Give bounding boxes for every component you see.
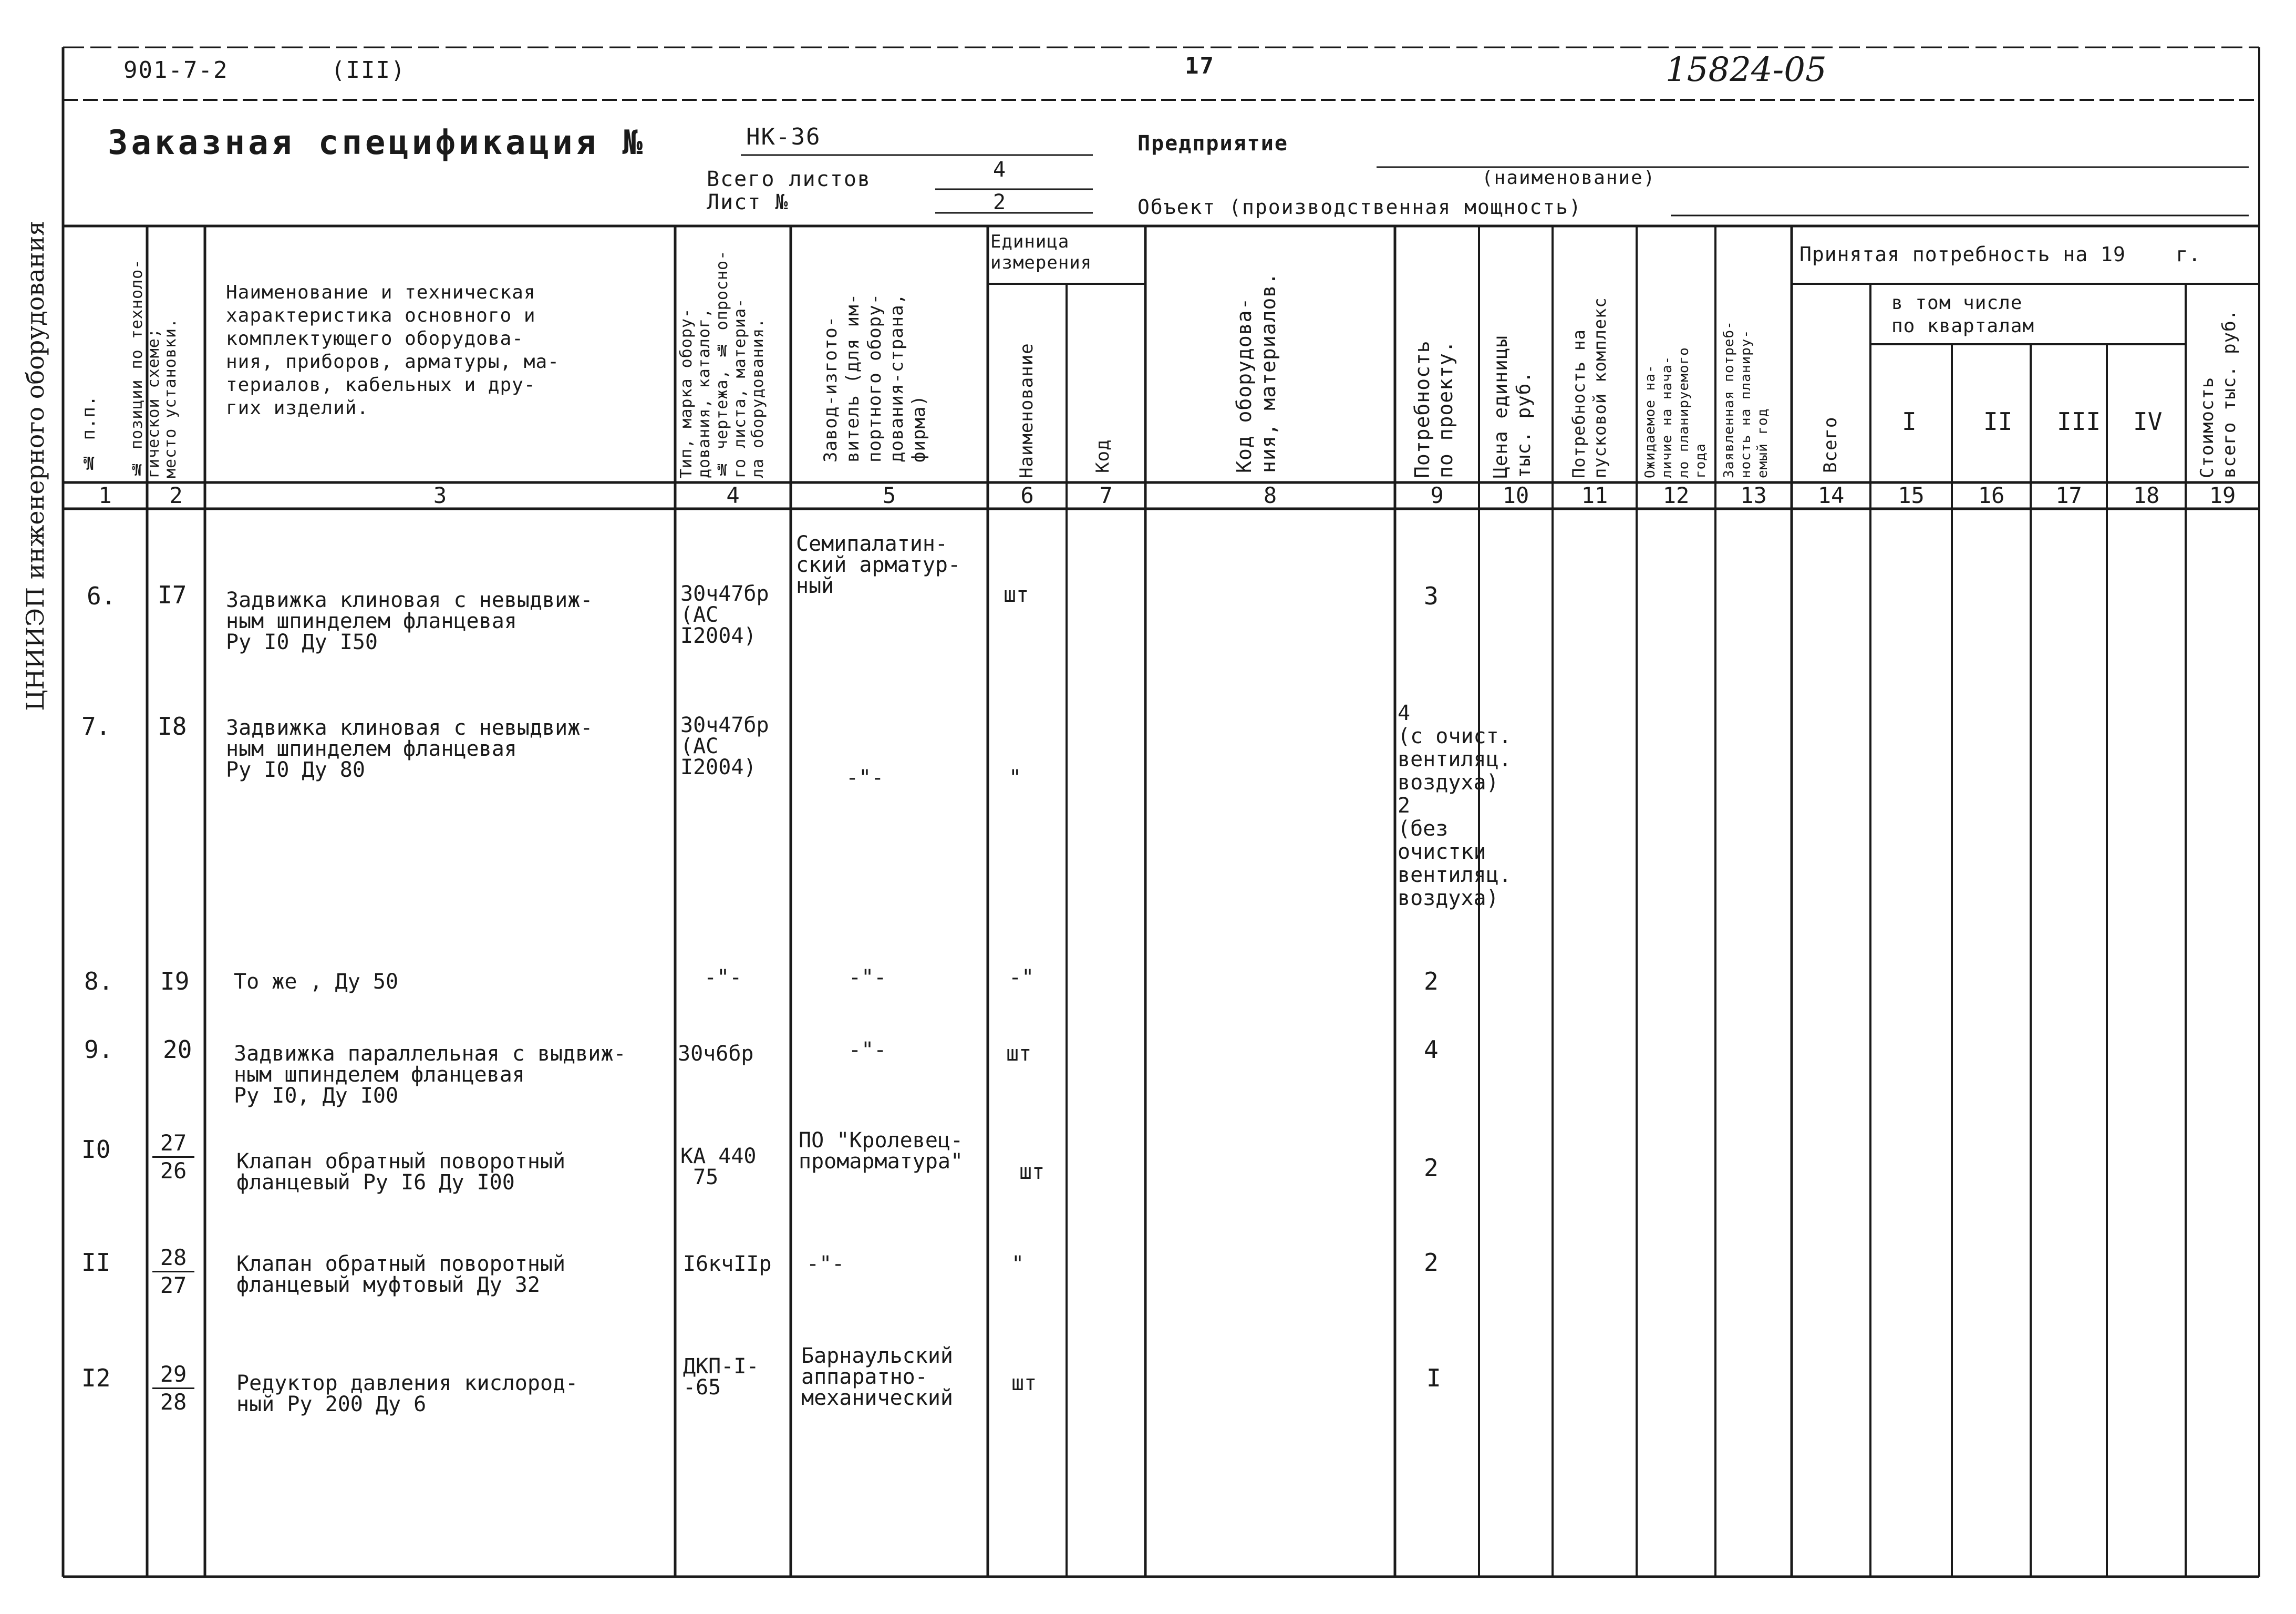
col-header-14-group: Принятая потребность на 19 г. (1799, 243, 2201, 266)
row-type: ДКП-I- -65 (683, 1354, 759, 1400)
page-number: 17 (1185, 53, 1215, 79)
col-num-12: 12 (1662, 482, 1690, 508)
col-num-2: 2 (169, 482, 183, 508)
row-number: 6. (87, 582, 116, 610)
row-unit: шт (1019, 1160, 1045, 1184)
row-type: I6кчIIр (683, 1252, 772, 1276)
col-num-18: 18 (2133, 482, 2160, 508)
sheet-label: Лист № (707, 190, 789, 214)
row-position: I7 (158, 581, 187, 609)
row-manufacturer: Семипалатин- ский арматур- ный (796, 532, 961, 598)
col-num-8: 8 (1263, 482, 1277, 508)
enterprise-caption: (наименование) (1482, 167, 1656, 189)
row-quantity: I (1426, 1364, 1441, 1392)
col-num-3: 3 (433, 482, 447, 508)
doc-code-suffix: (III) (331, 57, 406, 84)
sheet-number: 2 (993, 190, 1007, 214)
row-item-name: Клапан обратный поворотный фланцевый Ру I6 Ду I00 (236, 1149, 566, 1195)
row-position: 29 (152, 1361, 194, 1389)
row-number: 9. (84, 1035, 113, 1064)
sheets-total-label: Всего листов (707, 167, 871, 191)
row-item-name: Редуктор давления кислород- ный Ру 200 Ду 6 (236, 1371, 578, 1416)
col-header-19: Стоимость всего тыс. руб. (2197, 309, 2240, 478)
row-unit: " (1009, 766, 1022, 790)
row-manufacturer: -"- (806, 1252, 845, 1276)
spec-number: НК-36 (746, 124, 821, 150)
col-header-18: IV (2133, 407, 2163, 436)
col-header-12: Ожидаемое на- личие на нача- ло планируемого года (1642, 347, 1709, 478)
object-label: Объект (производственная мощность) (1137, 196, 1582, 219)
row-manufacturer: ПО "Кролевец- промарматура" (799, 1128, 964, 1174)
row-unit: шт (1006, 1042, 1032, 1066)
row-quantity: 4 (1424, 1035, 1439, 1064)
col-header-7: Код (1092, 439, 1113, 473)
col-header-17: III (2057, 407, 2101, 436)
row-position-fraction (152, 1361, 194, 1415)
row-item-name: То же , Ду 50 (234, 970, 399, 994)
col-header-15: I (1902, 407, 1917, 436)
doc-code-text: 901-7-2 (123, 57, 229, 84)
row-quantity: 2 (1424, 1248, 1439, 1277)
row-number: I0 (81, 1135, 111, 1164)
row-item-name: Задвижка параллельная с выдвиж- ным шпинделем фланцевая Ру I0, Ду I00 (234, 1042, 626, 1108)
col-num-17: 17 (2055, 482, 2082, 508)
col-header-6-group: Единица измерения (990, 231, 1092, 273)
enterprise-label: Предприятие (1137, 131, 1288, 156)
row-position-bottom: 26 (160, 1158, 187, 1184)
row-manufacturer: Барнаульский аппаратно- механический (801, 1344, 953, 1410)
col-header-4: Тип, марка обору- дования, каталог, № чертежа, № опросно- го листа, материа- ла оборудования. (677, 250, 767, 478)
row-position: I9 (160, 967, 190, 995)
col-num-1: 1 (98, 482, 112, 508)
col-num-16: 16 (1978, 482, 2005, 508)
row-number: II (81, 1248, 111, 1277)
col-header-1: № п.п. (78, 395, 99, 473)
col-header-14: Всего (1820, 416, 1841, 473)
col-num-11: 11 (1581, 482, 1608, 508)
col-num-7: 7 (1099, 482, 1113, 508)
row-item-name: Задвижка клиновая с невыдвиж- ным шпинделем фланцевая Ру I0 Ду I50 (226, 588, 593, 654)
row-manufacturer: -"- (846, 766, 884, 790)
row-type: 30ч47бр (АС I2004) (680, 582, 769, 648)
col-header-11: Потребность на пусковой комплекс (1569, 297, 1610, 478)
row-position: 20 (163, 1035, 192, 1064)
row-position: 27 (152, 1130, 194, 1158)
row-number: 8. (84, 967, 113, 995)
col-header-quarters: в том числе по кварталам (1891, 292, 2035, 337)
col-header-2: № позиции по техноло- гической схеме; место установки. (128, 259, 180, 478)
col-num-4: 4 (726, 482, 740, 508)
col-num-14: 14 (1817, 482, 1845, 508)
col-num-9: 9 (1430, 482, 1444, 508)
row-unit: шт (1011, 1371, 1037, 1395)
row-quantity: 4 (с очист. вентиляц. воздуха) 2 (без очистки вентиляц. воздуха) (1398, 701, 1512, 910)
row-quantity: 2 (1424, 1154, 1439, 1182)
col-num-19: 19 (2209, 482, 2236, 508)
col-header-8: Код оборудова- ния, материалов. (1233, 272, 1280, 473)
row-type: КА 440 75 (680, 1144, 757, 1189)
row-unit: -" (1009, 965, 1035, 990)
row-item-name: Задвижка клиновая с невыдвиж- ным шпинделем фланцевая Ру I0 Ду 80 (226, 716, 593, 782)
col-header-3: Наименование и техническая характеристика основного и комплектующего оборудова- ния, приборов, арматуры, ма- териалов, кабельных и дру- гих изделий. (226, 282, 560, 419)
row-quantity: 2 (1424, 967, 1439, 995)
col-num-10: 10 (1502, 482, 1529, 508)
row-unit: шт (1004, 583, 1029, 607)
row-position-fraction (152, 1245, 194, 1299)
inventory-number: 15824-05 (1666, 50, 1827, 89)
row-position-fraction (152, 1130, 194, 1184)
row-position: 28 (152, 1245, 194, 1272)
col-header-5: Завод-изгото- витель (для им- портного обору- дования-страна, фирма) (820, 293, 929, 462)
col-header-9: Потребность по проекту. (1411, 340, 1457, 478)
row-position: I8 (158, 712, 187, 741)
row-number: I2 (81, 1364, 111, 1392)
col-num-15: 15 (1898, 482, 1925, 508)
row-manufacturer: -"- (849, 1038, 887, 1062)
col-header-13: Заявленная потреб- ность на планиру- емый год (1721, 321, 1771, 478)
col-header-16: II (1983, 407, 2013, 436)
row-type: -"- (704, 965, 742, 990)
row-manufacturer: -"- (849, 965, 887, 990)
col-num-13: 13 (1740, 482, 1767, 508)
col-header-6: Наименование (1016, 343, 1037, 478)
doc-code (123, 57, 228, 84)
row-unit: " (1011, 1252, 1025, 1276)
col-num-5: 5 (882, 482, 896, 508)
spec-title: Заказная спецификация № (108, 124, 646, 162)
row-quantity: 3 (1424, 582, 1439, 610)
row-number: 7. (81, 712, 111, 741)
col-num-6: 6 (1020, 482, 1034, 508)
row-type: 30ч6бр (678, 1042, 754, 1066)
row-position-bottom: 27 (160, 1272, 187, 1298)
sheets-total: 4 (993, 158, 1007, 182)
row-type: 30ч47бр (АС I2004) (680, 713, 769, 779)
sidebar-organization: ЦНИИЭП инженерного оборудования (21, 221, 49, 711)
col-header-10: Цена единицы тыс. руб. (1490, 335, 1535, 478)
row-item-name: Клапан обратный поворотный фланцевый муфтовый Ду 32 (236, 1252, 566, 1297)
row-position-bottom: 28 (160, 1389, 187, 1415)
